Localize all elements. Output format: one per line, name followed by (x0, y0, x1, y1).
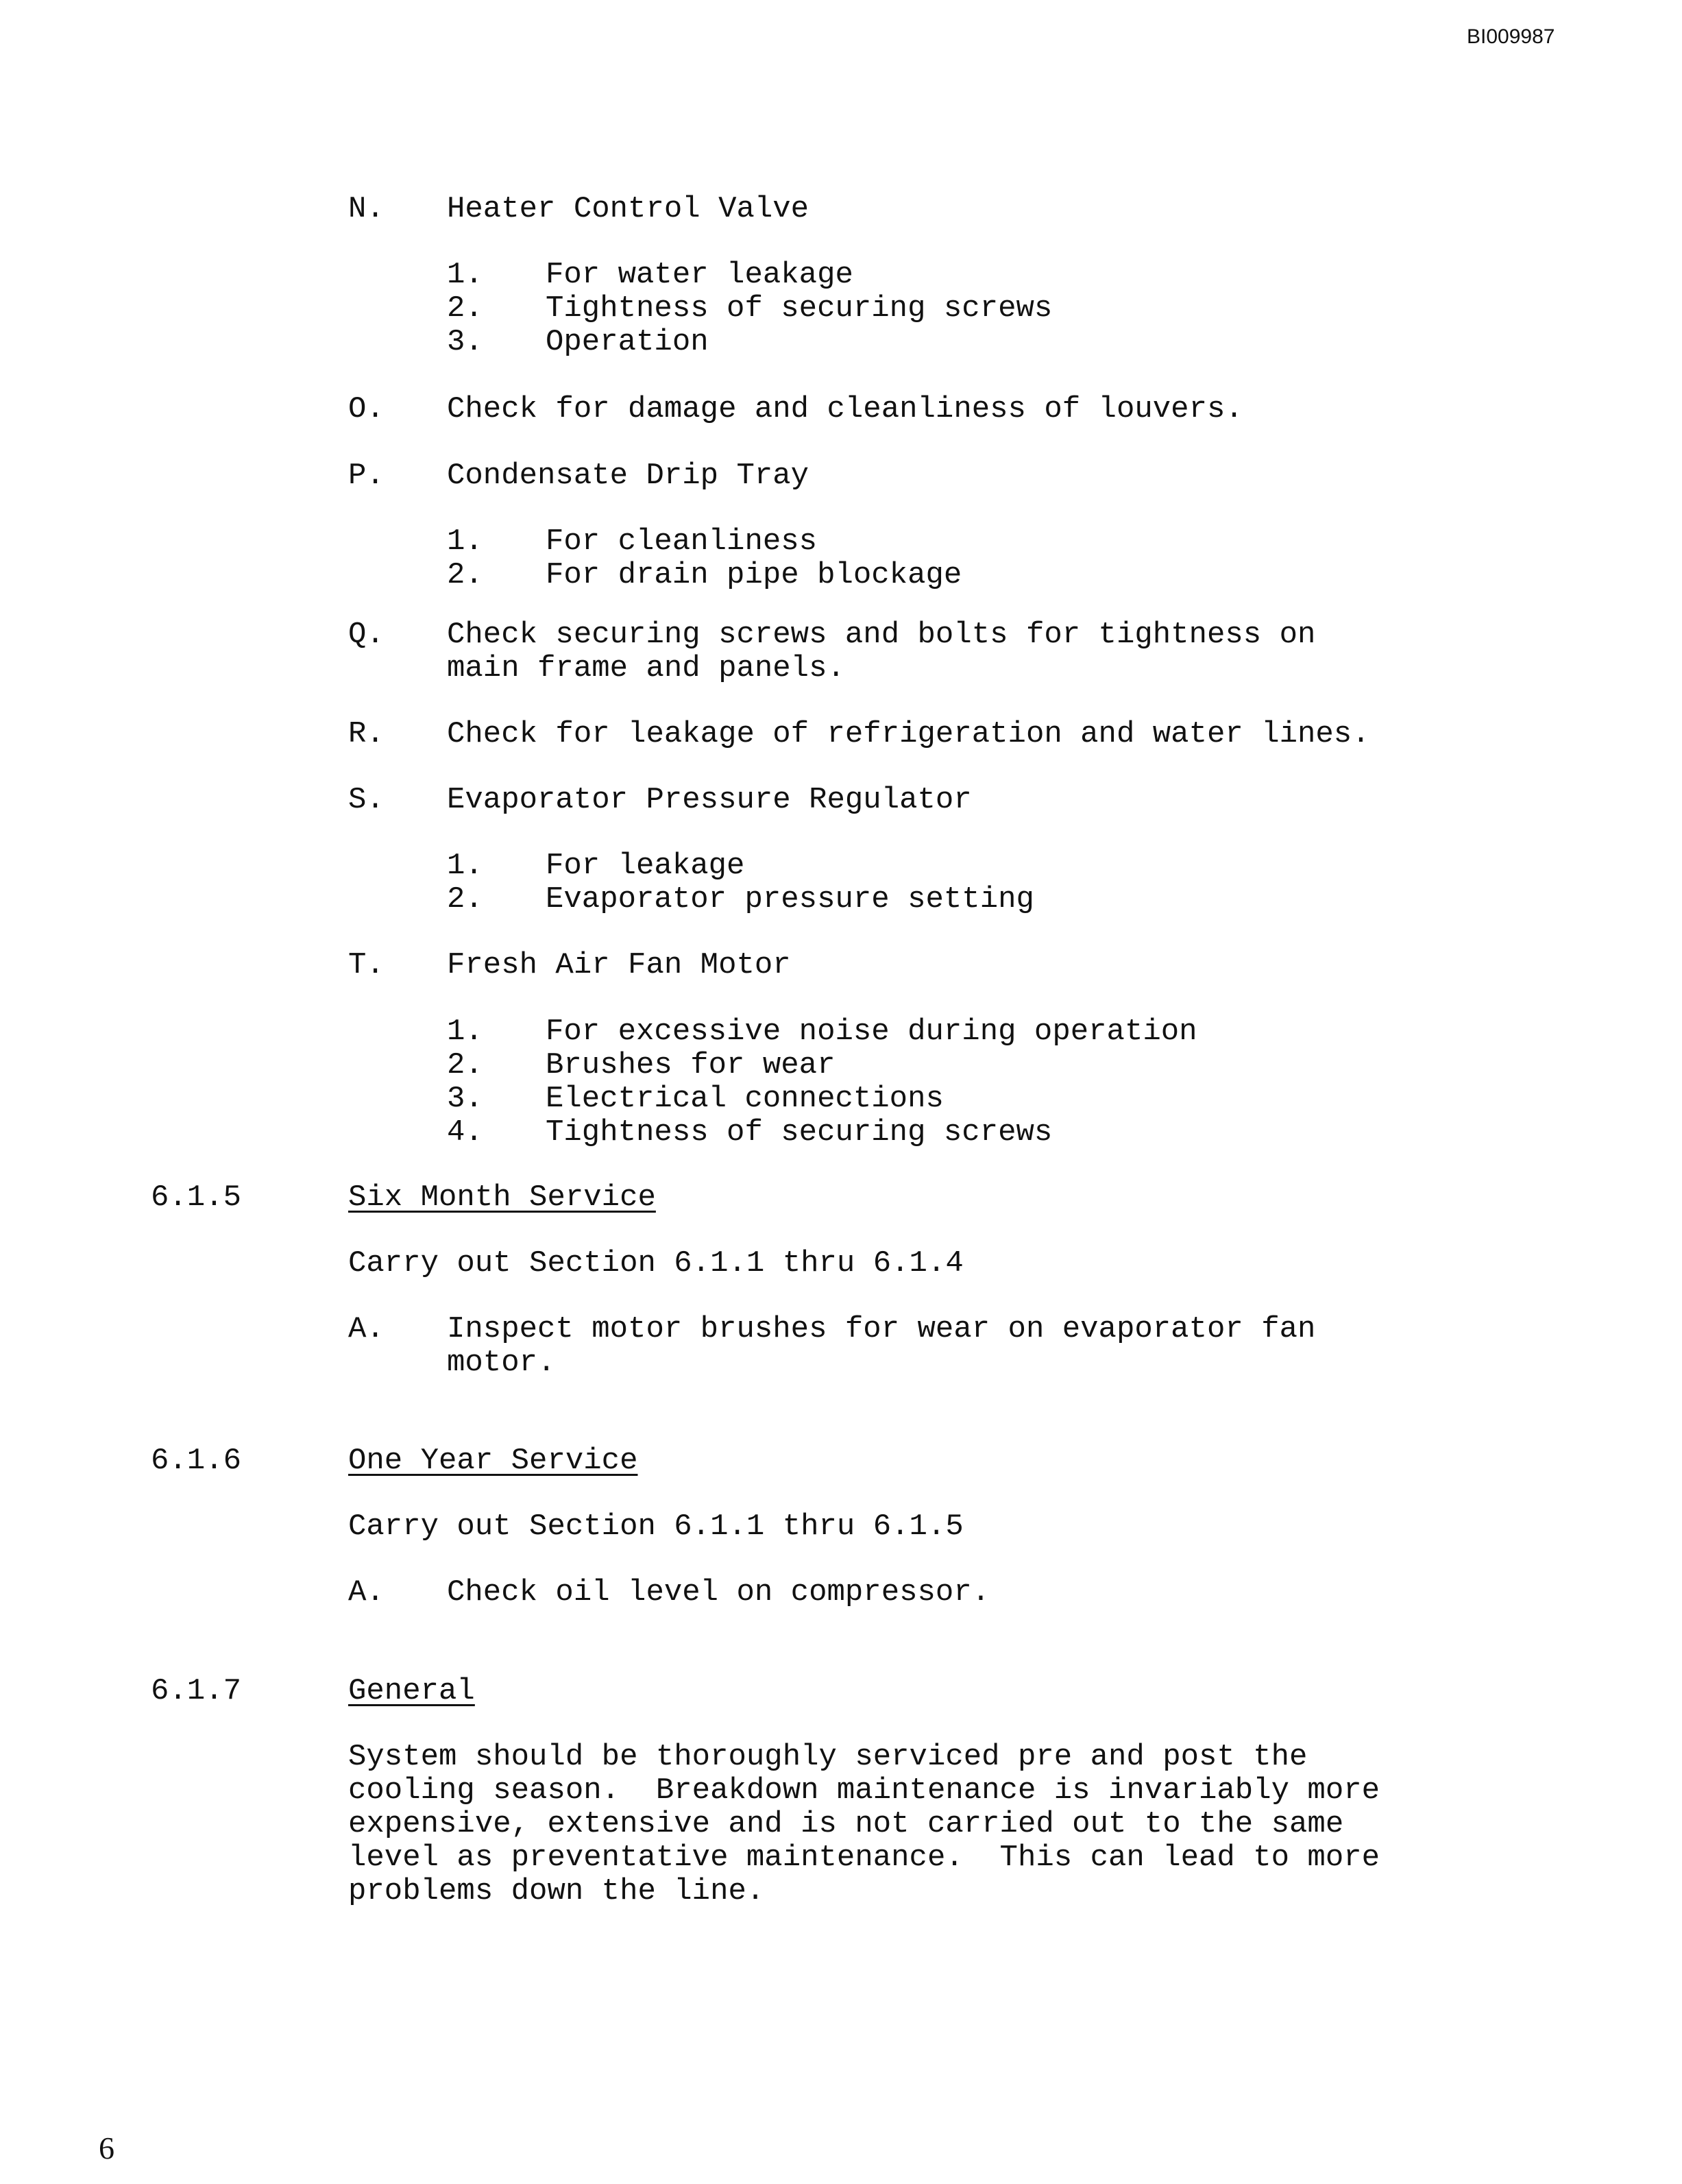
item-text: Check for damage and cleanliness of louvers. (447, 392, 1243, 426)
subitem-number: 1. (447, 524, 483, 559)
item-letter: S. (348, 783, 385, 817)
section-intro: Carry out Section 6.1.1 thru 6.1.5 (348, 1509, 964, 1544)
subitem-text: For water leakage (546, 258, 853, 292)
item-title: Evaporator Pressure Regulator (447, 783, 972, 817)
subitem-text: For drain pipe blockage (546, 558, 962, 592)
item-title: Heater Control Valve (447, 192, 809, 226)
item-letter: O. (348, 392, 385, 426)
subitem-text: For excessive noise during operation (546, 1015, 1197, 1049)
subitem-text: Tightness of securing screws (546, 1115, 1053, 1150)
paragraph-line: expensive, extensive and is not carried out to the same (348, 1807, 1344, 1841)
subitem-text: Electrical connections (546, 1082, 944, 1116)
item-title: Condensate Drip Tray (447, 459, 809, 493)
subitem-number: 2. (447, 558, 483, 592)
section-intro: Carry out Section 6.1.1 thru 6.1.4 (348, 1246, 964, 1281)
subitem-number: 1. (447, 849, 483, 883)
paragraph-line: problems down the line. (348, 1874, 765, 1908)
section-number: 6.1.5 (151, 1180, 242, 1215)
subitem-number: 2. (447, 882, 483, 917)
paragraph-line: cooling season. Breakdown maintenance is invariably more (348, 1773, 1380, 1808)
item-text-line: motor. (447, 1346, 556, 1380)
section-heading: One Year Service (348, 1444, 638, 1478)
subitem-number: 1. (447, 258, 483, 292)
item-letter: P. (348, 459, 385, 493)
subitem-text: For cleanliness (546, 524, 818, 559)
section-number: 6.1.7 (151, 1674, 242, 1708)
subitem-text: Operation (546, 325, 709, 359)
subitem-number: 3. (447, 325, 483, 359)
subitem-text: Brushes for wear (546, 1048, 836, 1082)
paragraph-line: System should be thoroughly serviced pre and post the (348, 1740, 1308, 1774)
item-letter: N. (348, 192, 385, 226)
subitem-number: 2. (447, 1048, 483, 1082)
subitem-number: 1. (447, 1015, 483, 1049)
subitem-text: For leakage (546, 849, 745, 883)
item-letter: A. (348, 1312, 385, 1346)
item-letter: A. (348, 1575, 385, 1610)
item-title: Fresh Air Fan Motor (447, 948, 791, 982)
item-text-line: Check securing screws and bolts for tightness on (447, 618, 1316, 652)
item-text: Check oil level on compressor. (447, 1575, 990, 1610)
item-letter: T. (348, 948, 385, 982)
subitem-text: Tightness of securing screws (546, 291, 1053, 326)
section-number: 6.1.6 (151, 1444, 242, 1478)
item-text: Check for leakage of refrigeration and water lines. (447, 717, 1370, 751)
subitem-number: 4. (447, 1115, 483, 1150)
subitem-number: 3. (447, 1082, 483, 1116)
item-letter: Q. (348, 618, 385, 652)
subitem-text: Evaporator pressure setting (546, 882, 1034, 917)
item-text-line: Inspect motor brushes for wear on evaporator fan (447, 1312, 1316, 1346)
item-letter: R. (348, 717, 385, 751)
section-heading: General (348, 1674, 475, 1708)
item-text-line: main frame and panels. (447, 651, 845, 685)
subitem-number: 2. (447, 291, 483, 326)
page-number: 6 (99, 2131, 114, 2165)
paragraph-line: level as preventative maintenance. This can lead to more (348, 1841, 1380, 1875)
document-id: BI009987 (1467, 25, 1555, 48)
section-heading: Six Month Service (348, 1180, 656, 1215)
